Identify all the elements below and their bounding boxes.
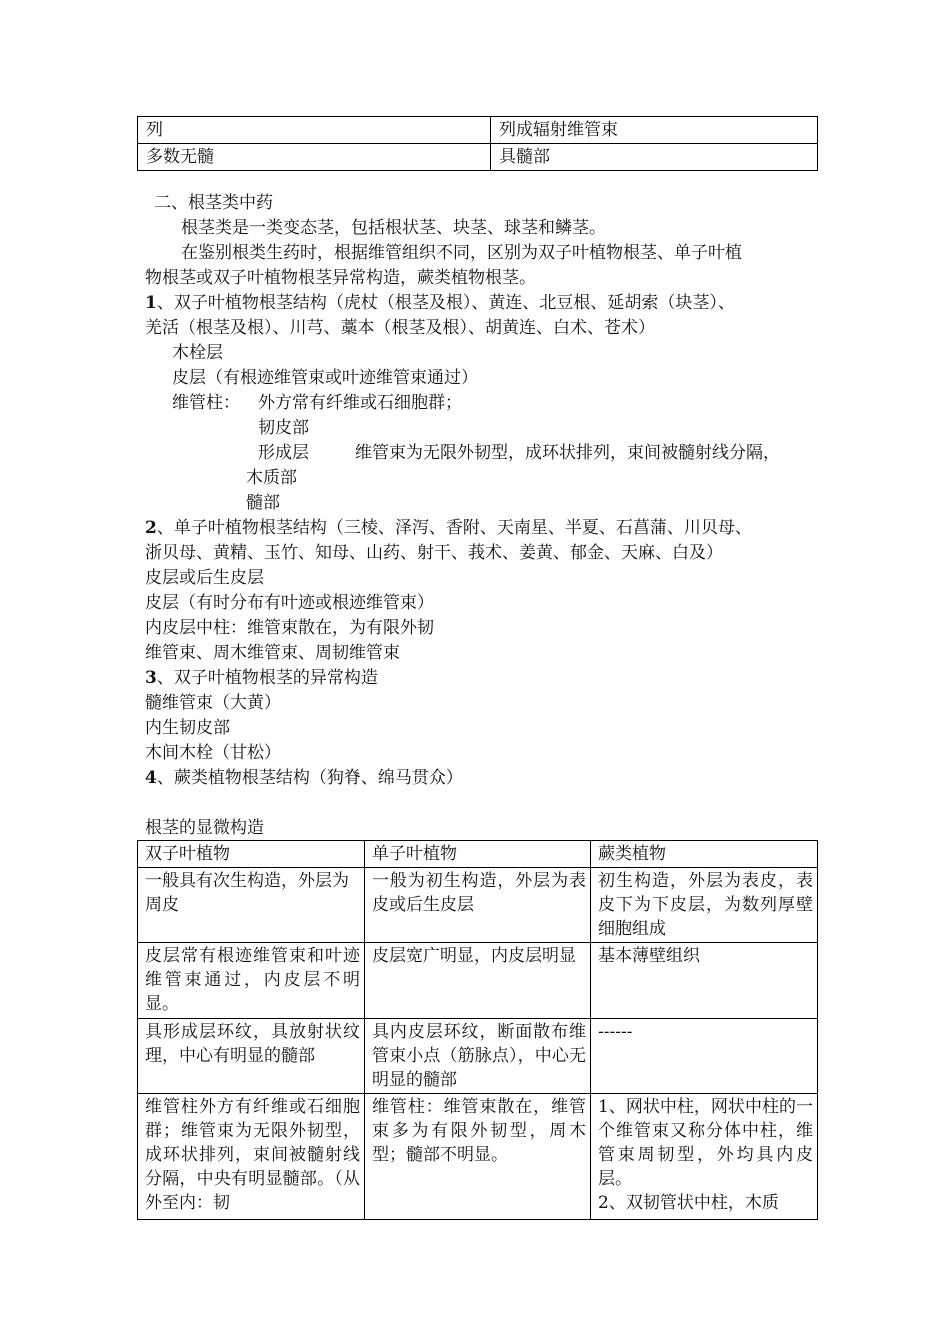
table-cell: 多数无髓 [138, 144, 491, 171]
table-cell: 一般具有次生构造，外层为 周皮 [138, 868, 365, 943]
microscopic-structure-table [137, 840, 818, 1220]
table-cell: ------ [591, 1019, 818, 1094]
table-cell: 具内皮层环纹，断面散布维管束小点（筋脉点），中心无明显的髓部 [365, 1019, 591, 1094]
table-cell: 列成辐射维管束 [491, 117, 818, 144]
point-2-line-a [145, 516, 752, 540]
table-cell: 一般为初生构造，外层为表皮或后生皮层 [365, 868, 591, 943]
structure-line: 皮层或后生皮层 [145, 568, 264, 588]
point-3-line [145, 666, 378, 690]
table-cell: 初生构造，外层为表皮，表皮下为下皮层，为数列厚壁细胞组成 [591, 868, 818, 943]
point-1-line-b: 羌活（根茎及根）、川芎、藁本（根茎及根）、胡黄连、白术、苍术） [145, 318, 655, 338]
table-row [138, 117, 818, 144]
table-header-row [138, 841, 818, 868]
point-number: 4 [145, 768, 157, 788]
column-header: 双子叶植物 [138, 841, 365, 868]
table-cell: 1、网状中柱，网状中柱的一个维管束又称分体中柱，维管束周韧型，外均具内皮层。 2、双韧管状中柱，木质 [591, 1094, 818, 1220]
column-header: 单子叶植物 [365, 841, 591, 868]
point-2-line-b: 浙贝母、黄精、玉竹、知母、山药、射干、莪术、姜黄、郁金、天麻、白及） [145, 543, 723, 563]
structure-line: 木质部 [246, 468, 297, 488]
structure-line: 内生韧皮部 [145, 718, 230, 738]
table-cell: 皮层常有根迹维管束和叶迹维管束通过，内皮层不明显。 [138, 943, 365, 1019]
point-number: 1 [145, 293, 157, 313]
table-cell: 具形成层环纹，具放射状纹理，中心有明显的髓部 [138, 1019, 365, 1094]
table-caption: 根茎的显微构造 [145, 818, 264, 838]
structure-line: 皮层（有时分布有叶迹或根迹维管束） [145, 593, 434, 613]
structure-line: 髓维管束（大黄） [145, 693, 281, 713]
structure-line: 内皮层中柱：维管束散在，为有限外韧 [145, 618, 434, 638]
structure-line: 皮层（有根迹维管束或叶迹维管束通过） [172, 368, 478, 388]
intro-paragraph-1: 根茎类是一类变态茎，包括根状茎、块茎、球茎和鳞茎。 [181, 218, 606, 238]
table-row [138, 1094, 818, 1220]
table-cell: 维管柱外方有纤维或石细胞群；维管束为无限外韧型，成环状排列，束间被髓射线分隔，中央有明显髓部。（从外至内：韧 [138, 1094, 365, 1220]
table-cell: 皮层宽广明显，内皮层明显 [365, 943, 591, 1019]
point-number: 3 [145, 668, 157, 688]
structure-line: 木栓层 [172, 343, 223, 363]
point-text: 、双子叶植物根茎的异常构造 [156, 668, 378, 688]
structure-line: 维管束为无限外韧型，成环状排列，束间被髓射线分隔， [355, 443, 780, 463]
structure-line: 形成层 [258, 443, 309, 463]
structure-line: 韧皮部 [258, 418, 309, 438]
structure-line: 髓部 [246, 493, 280, 513]
table-row [138, 144, 818, 171]
structure-line: 木间木栓（甘松） [145, 743, 281, 763]
table-cell: 维管柱：维管束散在，维管束多为有限外韧型，周木型；髓部不明显。 [365, 1094, 591, 1220]
structure-line: 维管柱： [172, 393, 240, 413]
intro-paragraph-2a: 在鉴别根类生药时，根据维管组织不同，区别为双子叶植物根茎、单子叶植 [181, 243, 742, 263]
table-cell: 列 [138, 117, 491, 144]
section-heading: 二、根茎类中药 [154, 193, 273, 213]
point-text: 、单子叶植物根茎结构（三棱、泽泻、香附、天南星、半夏、石菖蒲、川贝母、 [156, 518, 752, 538]
intro-paragraph-2b: 物根茎或双子叶植物根茎异常构造，蕨类植物根茎。 [145, 268, 536, 288]
point-text: 、双子叶植物根茎结构（虎杖（根茎及根）、黄连、北豆根、延胡索（块茎）、 [156, 293, 735, 313]
table-cell: 具髓部 [491, 144, 818, 171]
table-cell: 基本薄壁组织 [591, 943, 818, 1019]
top-comparison-table [137, 116, 818, 171]
point-1-line-a [145, 291, 735, 315]
structure-line: 外方常有纤维或石细胞群； [258, 393, 462, 413]
table-row [138, 943, 818, 1019]
point-text: 、蕨类植物根茎结构（狗脊、绵马贯众） [156, 768, 463, 788]
column-header: 蕨类植物 [591, 841, 818, 868]
table-row [138, 868, 818, 943]
point-4-line [145, 766, 463, 790]
table-row [138, 1019, 818, 1094]
structure-line: 维管束、周木维管束、周韧维管束 [145, 643, 400, 663]
point-number: 2 [145, 518, 157, 538]
